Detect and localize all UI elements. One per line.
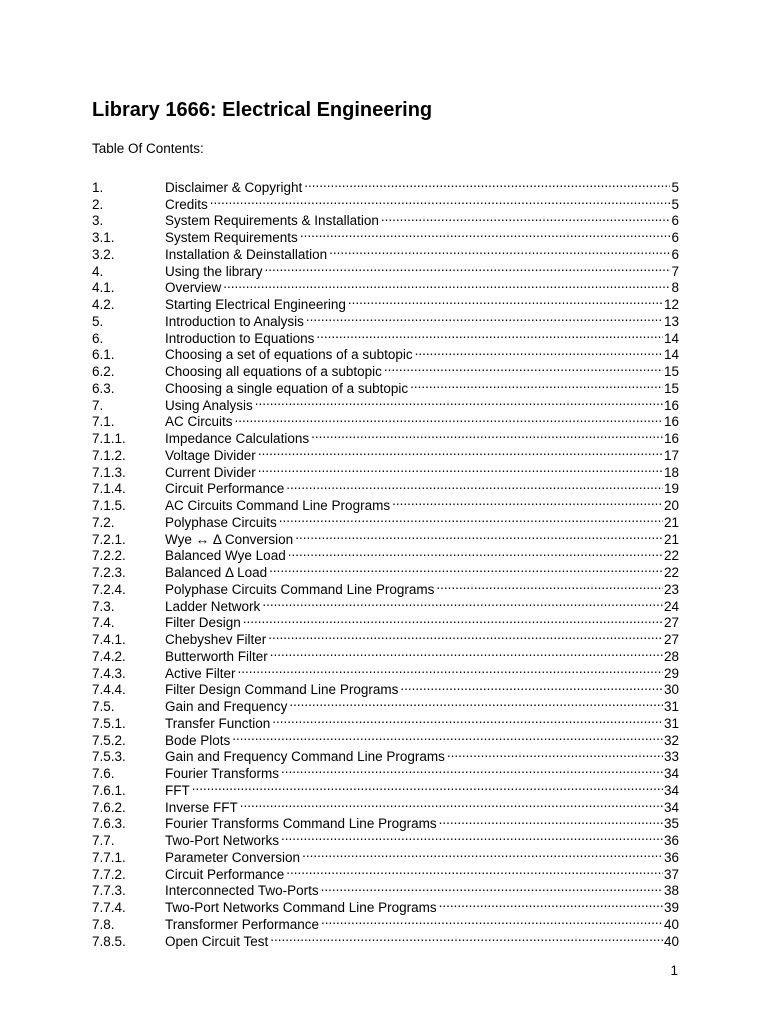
toc-dot-leader <box>235 410 663 427</box>
toc-dot-leader <box>243 611 663 628</box>
toc-entry-number: 4. <box>92 263 104 279</box>
toc-entry-label: Active Filter <box>165 665 236 681</box>
toc-entry-page: 40 <box>663 933 679 949</box>
toc-entry-number: 6.2. <box>92 364 115 379</box>
toc-entry-number: 7.6.2. <box>92 799 126 815</box>
toc-dot-leader <box>258 443 663 460</box>
toc-entry-number: 7.1.3. <box>92 464 126 480</box>
toc-entry-label: Choosing a set of equations of a subtopic <box>165 347 413 363</box>
toc-entry-number: 7.4.2. <box>92 648 126 664</box>
toc-entry-page: 34 <box>663 766 679 781</box>
toc-entry-label: Filter Design Command Line Programs <box>165 682 399 698</box>
toc-entry-page: 14 <box>663 330 679 346</box>
toc-entry-label: Gain and Frequency Command Line Programs <box>165 749 445 765</box>
toc-dot-leader <box>302 845 663 862</box>
toc-entry-number: 7.2.4. <box>92 581 126 597</box>
toc-dot-leader <box>286 862 663 879</box>
toc-entry-number: 1. <box>92 179 104 195</box>
toc-entry-page: 22 <box>663 548 679 564</box>
toc-entry-number: 7.5. <box>92 699 115 714</box>
toc-dot-leader <box>240 795 663 812</box>
toc-entry-page: 31 <box>663 699 679 714</box>
toc-entry-page: 36 <box>663 849 679 865</box>
toc-entry-page: 18 <box>663 464 679 480</box>
toc-entry-page: 28 <box>663 648 679 664</box>
toc-dot-leader <box>262 594 663 611</box>
toc-entry-number: 7.5.2. <box>92 732 126 748</box>
toc-dot-leader <box>306 309 663 326</box>
toc-entry-number: 6.3. <box>92 380 115 396</box>
toc-entry-page: 17 <box>663 447 679 463</box>
toc-entry-page: 31 <box>663 715 679 731</box>
toc-entry-number: 7.6. <box>92 766 115 781</box>
toc-dot-leader <box>329 242 670 259</box>
toc-entry-number: 3.2. <box>92 246 115 262</box>
toc-entry-label: Overview <box>165 280 222 296</box>
toc-entry-label: Wye ↔ Δ Conversion <box>165 531 294 547</box>
page-number: 1 <box>670 963 678 978</box>
toc-entry-number: 7.6.1. <box>92 782 126 798</box>
toc-entry-label: Two-Port Networks Command Line Programs <box>165 900 437 915</box>
toc-entry-label: Disclaimer & Copyright <box>165 179 303 195</box>
toc-entry-page: 8 <box>671 280 679 296</box>
toc-dot-leader <box>286 477 663 494</box>
toc-entry-label: Fourier Transforms Command Line Programs <box>165 816 437 832</box>
toc-entry-number: 7.7.4. <box>92 900 126 915</box>
toc-dot-leader <box>304 175 670 192</box>
toc-dot-leader <box>392 493 663 510</box>
toc-entry-label: Chebyshev Filter <box>165 632 267 647</box>
toc-dot-leader <box>281 761 663 778</box>
toc-entry-label: Polyphase Circuits <box>165 514 277 530</box>
toc-entry-number: 6.1. <box>92 347 115 363</box>
toc-entry-page: 24 <box>663 598 679 614</box>
toc-dot-leader <box>295 527 663 544</box>
toc-entry-label: Impedance Calculations <box>165 431 310 446</box>
toc-entry-page: 5 <box>671 196 679 212</box>
toc-dot-leader <box>223 276 670 293</box>
toc-entry-label: Current Divider <box>165 464 256 480</box>
toc-entry-label: Choosing all equations of a subtopic <box>165 364 382 379</box>
toc-dot-leader <box>288 544 663 561</box>
toc-entry-number: 7.3. <box>92 598 115 614</box>
toc-entry-label: Filter Design <box>165 615 241 631</box>
toc-dot-leader <box>210 192 671 209</box>
toc-entry-number: 4.1. <box>92 280 115 296</box>
toc-entry-label: Polyphase Circuits Command Line Programs <box>165 581 435 597</box>
toc-entry-page: 34 <box>663 799 679 815</box>
toc-entry-page: 20 <box>663 498 679 513</box>
toc-dot-leader <box>268 627 663 644</box>
toc-entry-page: 6 <box>671 246 679 262</box>
toc-dot-leader <box>232 728 663 745</box>
toc-dot-leader <box>289 694 663 711</box>
toc-entry-page: 29 <box>663 665 679 681</box>
toc-entry[interactable] <box>92 175 679 195</box>
toc-heading: Table Of Contents: <box>92 141 204 156</box>
toc-dot-leader <box>270 644 663 661</box>
toc-entry-label: Circuit Performance <box>165 481 285 497</box>
toc-dot-leader <box>265 259 671 276</box>
toc-entry-number: 7.7.2. <box>92 866 126 882</box>
toc-dot-leader <box>348 292 663 309</box>
toc-entry-page: 21 <box>663 514 679 530</box>
toc-entry-label: Transformer Performance <box>165 916 320 932</box>
toc-entry-page: 21 <box>663 531 679 547</box>
table-of-contents <box>92 175 679 949</box>
toc-dot-leader <box>281 828 663 845</box>
toc-entry-page: 15 <box>663 380 679 396</box>
toc-entry-page: 27 <box>663 632 679 647</box>
toc-entry-page: 14 <box>663 347 679 363</box>
toc-entry-page: 7 <box>671 263 679 279</box>
toc-entry-number: 7.7. <box>92 833 115 848</box>
toc-entry-number: 7.4.4. <box>92 682 126 698</box>
toc-entry-label: Introduction to Analysis <box>165 313 304 329</box>
toc-entry-page: 33 <box>663 749 679 765</box>
toc-entry-label: Circuit Performance <box>165 866 285 882</box>
toc-entry-number: 7. <box>92 397 104 413</box>
toc-entry-number: 7.2.3. <box>92 565 126 580</box>
toc-dot-leader <box>311 426 663 443</box>
toc-entry-number: 7.4.3. <box>92 665 126 681</box>
toc-entry-label: Introduction to Equations <box>165 330 315 346</box>
toc-dot-leader <box>255 393 663 410</box>
toc-entry-label: Choosing a single equation of a subtopic <box>165 380 409 396</box>
toc-entry-label: Installation & Deinstallation <box>165 246 328 262</box>
toc-dot-leader <box>436 577 663 594</box>
toc-entry-number: 7.1.5. <box>92 498 126 513</box>
toc-entry-page: 12 <box>663 297 679 312</box>
toc-entry-number: 7.8. <box>92 916 115 932</box>
toc-entry-label: Using Analysis <box>165 397 253 413</box>
toc-entry-number: 7.7.1. <box>92 849 126 865</box>
toc-entry-label: Balanced Δ Load <box>165 565 268 580</box>
toc-entry-label: AC Circuits Command Line Programs <box>165 498 391 513</box>
toc-entry-label: Open Circuit Test <box>165 933 269 949</box>
toc-entry-label: Transfer Function <box>165 715 271 731</box>
toc-dot-leader <box>447 745 663 762</box>
toc-dot-leader <box>279 510 663 527</box>
toc-entry-label: AC Circuits <box>165 414 233 430</box>
toc-entry-page: 13 <box>663 313 679 329</box>
toc-entry-label: Inverse FFT <box>165 799 238 815</box>
toc-dot-leader <box>415 343 663 360</box>
toc-entry-page: 36 <box>663 833 679 848</box>
toc-entry-number: 7.4.1. <box>92 632 126 647</box>
toc-entry-label: System Requirements & Installation <box>165 213 379 229</box>
toc-entry-page: 22 <box>663 565 679 580</box>
toc-entry-number: 3.1. <box>92 230 115 245</box>
toc-entry-page: 6 <box>671 213 679 229</box>
toc-entry-label: FFT <box>165 782 190 798</box>
toc-entry-label: Starting Electrical Engineering <box>165 297 346 312</box>
toc-entry-page: 27 <box>663 615 679 631</box>
toc-entry-page: 30 <box>663 682 679 698</box>
toc-dot-leader <box>238 661 663 678</box>
toc-dot-leader <box>439 895 663 912</box>
toc-entry-page: 16 <box>663 431 679 446</box>
toc-entry-number: 7.1.2. <box>92 447 126 463</box>
toc-entry-number: 7.5.1. <box>92 715 126 731</box>
toc-entry-page: 23 <box>663 581 679 597</box>
toc-entry-label: Gain and Frequency <box>165 699 288 714</box>
toc-dot-leader <box>321 912 663 929</box>
toc-dot-leader <box>192 778 663 795</box>
toc-entry-label: Fourier Transforms <box>165 766 280 781</box>
toc-dot-leader <box>316 326 663 343</box>
toc-entry-number: 7.2. <box>92 514 115 530</box>
toc-entry-label: Voltage Divider <box>165 447 256 463</box>
toc-dot-leader <box>272 711 663 728</box>
toc-entry-page: 16 <box>663 397 679 413</box>
toc-dot-leader <box>381 209 671 226</box>
toc-entry-number: 7.1. <box>92 414 115 430</box>
document-title: Library 1666: Electrical Engineering <box>92 99 433 121</box>
toc-entry-label: Interconnected Two-Ports <box>165 883 319 899</box>
toc-dot-leader <box>270 929 663 946</box>
toc-entry-number: 2. <box>92 196 104 212</box>
toc-dot-leader <box>400 678 663 695</box>
toc-entry-number: 7.1.1. <box>92 431 126 446</box>
toc-entry-page: 16 <box>663 414 679 430</box>
toc-entry-page: 32 <box>663 732 679 748</box>
toc-entry-number: 6. <box>92 330 104 346</box>
toc-entry-number: 5. <box>92 313 104 329</box>
toc-entry-label: Ladder Network <box>165 598 261 614</box>
toc-entry-label: Using the library <box>165 263 263 279</box>
toc-entry-page: 5 <box>671 179 679 195</box>
toc-entry-label: Balanced Wye Load <box>165 548 286 564</box>
toc-entry-page: 19 <box>663 481 679 497</box>
toc-entry-page: 37 <box>663 866 679 882</box>
toc-dot-leader <box>384 359 663 376</box>
toc-entry-page: 35 <box>663 816 679 832</box>
toc-dot-leader <box>321 879 663 896</box>
toc-entry-number: 7.7.3. <box>92 883 126 899</box>
toc-entry-number: 7.2.2. <box>92 548 126 564</box>
toc-entry-page: 34 <box>663 782 679 798</box>
toc-entry-label: Bode Plots <box>165 732 231 748</box>
toc-entry-label: Two-Port Networks <box>165 833 280 848</box>
toc-entry-page: 6 <box>671 230 679 245</box>
toc-dot-leader <box>269 560 663 577</box>
toc-entry-label: Parameter Conversion <box>165 849 301 865</box>
toc-entry-number: 7.5.3. <box>92 749 126 765</box>
toc-entry-number: 7.4. <box>92 615 115 631</box>
toc-dot-leader <box>439 812 663 829</box>
toc-entry-page: 15 <box>663 364 679 379</box>
toc-entry-page: 38 <box>663 883 679 899</box>
toc-dot-leader <box>300 225 671 242</box>
toc-entry-page: 40 <box>663 916 679 932</box>
toc-entry-page: 39 <box>663 900 679 915</box>
toc-entry-number: 7.2.1. <box>92 531 126 547</box>
toc-entry-label: Credits <box>165 196 208 212</box>
toc-entry-number: 7.8.5. <box>92 933 126 949</box>
toc-entry-number: 4.2. <box>92 297 115 312</box>
toc-entry-number: 7.1.4. <box>92 481 126 497</box>
toc-entry-label: Butterworth Filter <box>165 648 268 664</box>
toc-entry-number: 3. <box>92 213 104 229</box>
toc-dot-leader <box>410 376 663 393</box>
toc-dot-leader <box>258 460 663 477</box>
toc-entry-label: System Requirements <box>165 230 298 245</box>
toc-entry-number: 7.6.3. <box>92 816 126 832</box>
